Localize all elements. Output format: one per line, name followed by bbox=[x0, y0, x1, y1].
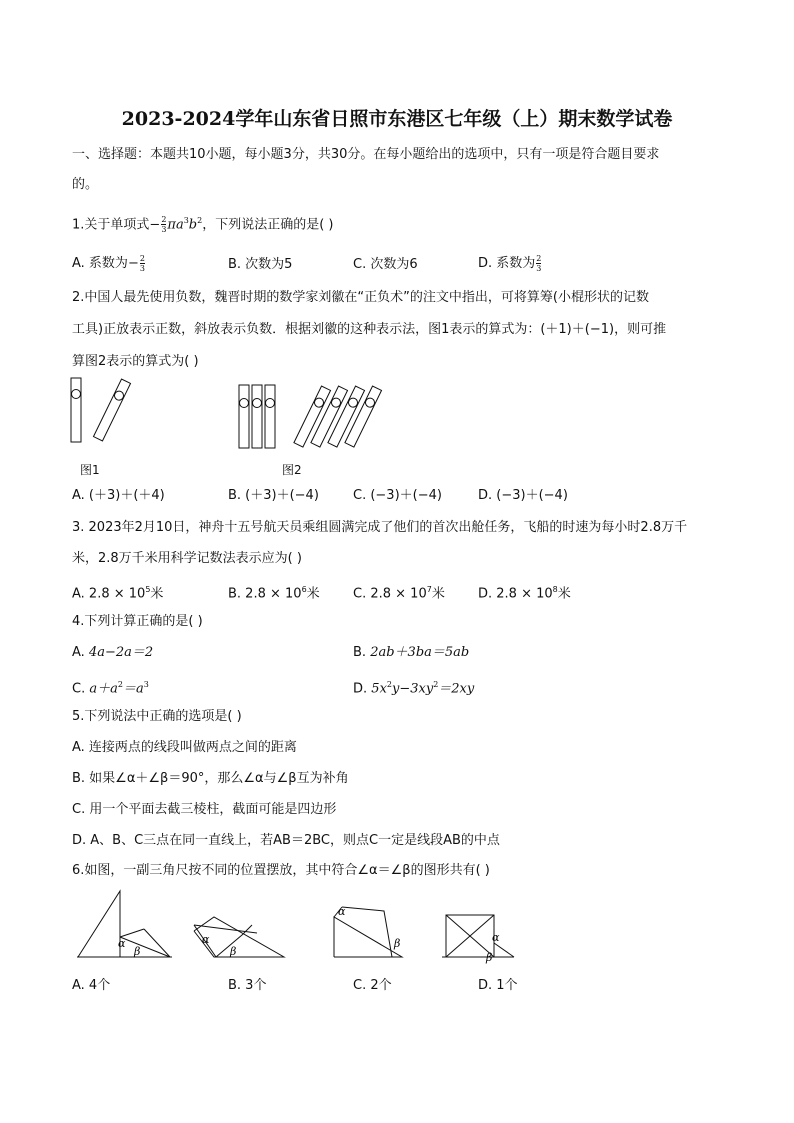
q2-counting-rods-figure bbox=[60, 372, 400, 457]
q3-option-c-unit: 米 bbox=[431, 586, 445, 602]
q6-beta-b: β bbox=[230, 945, 237, 958]
q3-option-b-base: B. 2.8 × 10 bbox=[228, 586, 302, 602]
rod-slanted bbox=[93, 379, 130, 441]
q5-option-a[interactable]: A. 连接两点的线段叫做两点之间的距离 bbox=[72, 740, 297, 755]
q4-stem: 4.下列计算正确的是( ) bbox=[72, 614, 203, 629]
q1-prefix: 1.关于单项式 bbox=[72, 217, 150, 233]
q5-option-d[interactable]: D. A、B、C三点在同一直线上，若AB＝2BC，则点C一定是线段AB的中点 bbox=[72, 833, 500, 848]
q1-suffix: ，下列说法正确的是( ) bbox=[202, 217, 334, 233]
q4-option-b[interactable] bbox=[353, 644, 469, 662]
q4-option-b-label: B. bbox=[353, 645, 367, 660]
q1-stem bbox=[72, 212, 334, 234]
q4-option-a[interactable] bbox=[72, 644, 153, 662]
rod-upright bbox=[265, 385, 275, 448]
q4-option-a-label: A. bbox=[72, 645, 85, 660]
q4-option-c-label: C. bbox=[72, 681, 86, 697]
q1-option-d-num: 2 bbox=[536, 254, 542, 263]
q3-option-c-exp: 7 bbox=[426, 585, 432, 594]
q1-minus: − bbox=[149, 217, 161, 233]
q6-figure-d bbox=[442, 915, 514, 957]
q3-option-b-exp: 6 bbox=[301, 585, 307, 594]
section-heading-line2: 的。 bbox=[72, 177, 99, 192]
q2-line2: 工具)正放表示正数，斜放表示负数．根据刘徽的这种表示法，图1表示的算式为：(＋1)＋(−1)，则可推 bbox=[72, 322, 667, 337]
q1-option-d-fraction bbox=[536, 254, 541, 273]
q6-alpha-a: α bbox=[118, 937, 126, 950]
q4-option-d-exp1: 2 bbox=[386, 680, 392, 689]
figure-1-label: 图1 bbox=[80, 463, 100, 477]
q3-line2: 米，2.8万千米用科学记数法表示应为( ) bbox=[72, 551, 302, 566]
q3-line1: 3. 2023年2月10日，神舟十五号航天员乘组圆满完成了他们的首次出舱任务，飞船的时速为每小时2.8万千 bbox=[72, 520, 688, 535]
rod-upright bbox=[252, 385, 262, 448]
q3-option-c[interactable] bbox=[353, 581, 445, 603]
q3-option-d-unit: 米 bbox=[557, 586, 571, 602]
q4-option-d-label: D. bbox=[353, 681, 368, 697]
q6-option-a[interactable]: A. 4个 bbox=[72, 978, 111, 993]
q6-beta-a: β bbox=[134, 945, 141, 958]
q3-option-a-unit: 米 bbox=[150, 586, 164, 602]
q1-exp-a: 3 bbox=[183, 216, 189, 225]
q3-option-c-base: C. 2.8 × 10 bbox=[353, 586, 427, 602]
q1-exp-b: 2 bbox=[197, 216, 203, 225]
q4-option-b-expr: 2ab＋3ba＝5ab bbox=[370, 645, 470, 660]
q4-option-d[interactable] bbox=[353, 676, 474, 698]
q4-option-c-expr2: ＝a bbox=[122, 681, 144, 697]
q4-option-c-exp2: 3 bbox=[143, 680, 149, 689]
page-title: 2023-2024学年山东省日照市东港区七年级（上）期末数学试卷 bbox=[121, 108, 673, 130]
q4-option-d-expr3: ＝2xy bbox=[438, 681, 475, 697]
q1-option-d-den: 3 bbox=[536, 264, 542, 273]
section-heading-line1: 一、选择题：本题共10小题，每小题3分，共30分。在每小题给出的选项中，只有一项是符合题目要求 bbox=[72, 147, 660, 162]
q2-option-b[interactable]: B. (＋3)＋(−4) bbox=[228, 488, 319, 503]
rod-upright bbox=[239, 385, 249, 448]
q4-option-a-expr: 4a−2a＝2 bbox=[88, 645, 154, 660]
q1-option-c[interactable]: C. 次数为6 bbox=[353, 257, 418, 272]
q2-option-c[interactable]: C. (−3)＋(−4) bbox=[353, 488, 442, 503]
q1-frac-num: 2 bbox=[161, 215, 167, 225]
q2-line3: 算图2表示的算式为( ) bbox=[72, 354, 199, 369]
rod-slanted bbox=[328, 386, 365, 447]
q1-option-a-fraction bbox=[140, 254, 145, 273]
q1-option-a-den: 3 bbox=[139, 264, 145, 273]
q3-option-b-unit: 米 bbox=[306, 586, 320, 602]
q6-option-c[interactable]: C. 2个 bbox=[353, 978, 392, 993]
q3-option-d[interactable] bbox=[478, 581, 571, 603]
q3-option-b[interactable] bbox=[228, 581, 320, 603]
q4-option-c-exp1: 2 bbox=[117, 680, 123, 689]
q1-option-d-text: D. 系数为 bbox=[478, 256, 536, 271]
q4-option-d-expr1: 5x bbox=[371, 681, 387, 697]
q3-option-a-exp: 5 bbox=[145, 585, 151, 594]
rod-mark bbox=[72, 390, 81, 399]
figure-2-label: 图2 bbox=[282, 463, 302, 477]
q6-triangle-rulers-figure bbox=[72, 885, 532, 965]
q2-option-d[interactable]: D. (−3)＋(−4) bbox=[478, 488, 568, 503]
q6-stem: 6.如图，一副三角尺按不同的位置摆放，其中符合∠α＝∠β的图形共有( ) bbox=[72, 863, 490, 878]
q1-frac-den: 3 bbox=[161, 225, 167, 235]
q5-stem: 5.下列说法中正确的选项是( ) bbox=[72, 709, 242, 724]
q1-option-a-num: 2 bbox=[139, 254, 145, 263]
q6-alpha-c: α bbox=[338, 905, 346, 918]
q4-option-c[interactable] bbox=[72, 676, 149, 698]
rod-slanted bbox=[294, 386, 331, 447]
q1-expr-letters: πa bbox=[167, 217, 184, 233]
q4-option-d-expr2: y−3xy bbox=[392, 681, 434, 697]
q1-option-b[interactable]: B. 次数为5 bbox=[228, 257, 293, 272]
q1-letter-b: b bbox=[188, 217, 198, 233]
q6-alpha-b: α bbox=[202, 933, 210, 946]
q2-option-a[interactable]: A. (＋3)＋(＋4) bbox=[72, 488, 165, 503]
q3-option-d-exp: 8 bbox=[552, 585, 558, 594]
q5-option-c[interactable]: C. 用一个平面去截三棱柱，截面可能是四边形 bbox=[72, 802, 337, 817]
q1-option-a-text: A. 系数为 bbox=[72, 256, 128, 271]
rod-slanted bbox=[345, 386, 382, 447]
q6-alpha-d: α bbox=[492, 931, 500, 944]
q1-option-a[interactable] bbox=[72, 254, 146, 273]
q1-fraction bbox=[161, 215, 166, 234]
q4-option-d-exp2: 2 bbox=[433, 680, 439, 689]
q6-beta-c: β bbox=[394, 937, 401, 950]
rod-upright bbox=[71, 378, 81, 442]
q6-option-b[interactable]: B. 3个 bbox=[228, 978, 267, 993]
q1-option-d[interactable] bbox=[478, 254, 542, 273]
q3-option-a-base: A. 2.8 × 10 bbox=[72, 586, 146, 602]
q6-option-d[interactable]: D. 1个 bbox=[478, 978, 518, 993]
q2-line1: 2.中国人最先使用负数，魏晋时期的数学家刘徽在“正负术”的注文中指出，可将算筹(小棍形状的记数 bbox=[72, 290, 649, 305]
rod-slanted bbox=[311, 386, 348, 447]
q5-option-b[interactable]: B. 如果∠α＋∠β＝90°，那么∠α与∠β互为补角 bbox=[72, 771, 349, 786]
q4-option-c-expr1: a＋a bbox=[89, 681, 118, 697]
q3-option-d-base: D. 2.8 × 10 bbox=[478, 586, 553, 602]
q6-beta-d: β bbox=[486, 951, 493, 964]
q3-option-a[interactable] bbox=[72, 581, 163, 603]
q1-option-a-minus: − bbox=[127, 256, 139, 271]
